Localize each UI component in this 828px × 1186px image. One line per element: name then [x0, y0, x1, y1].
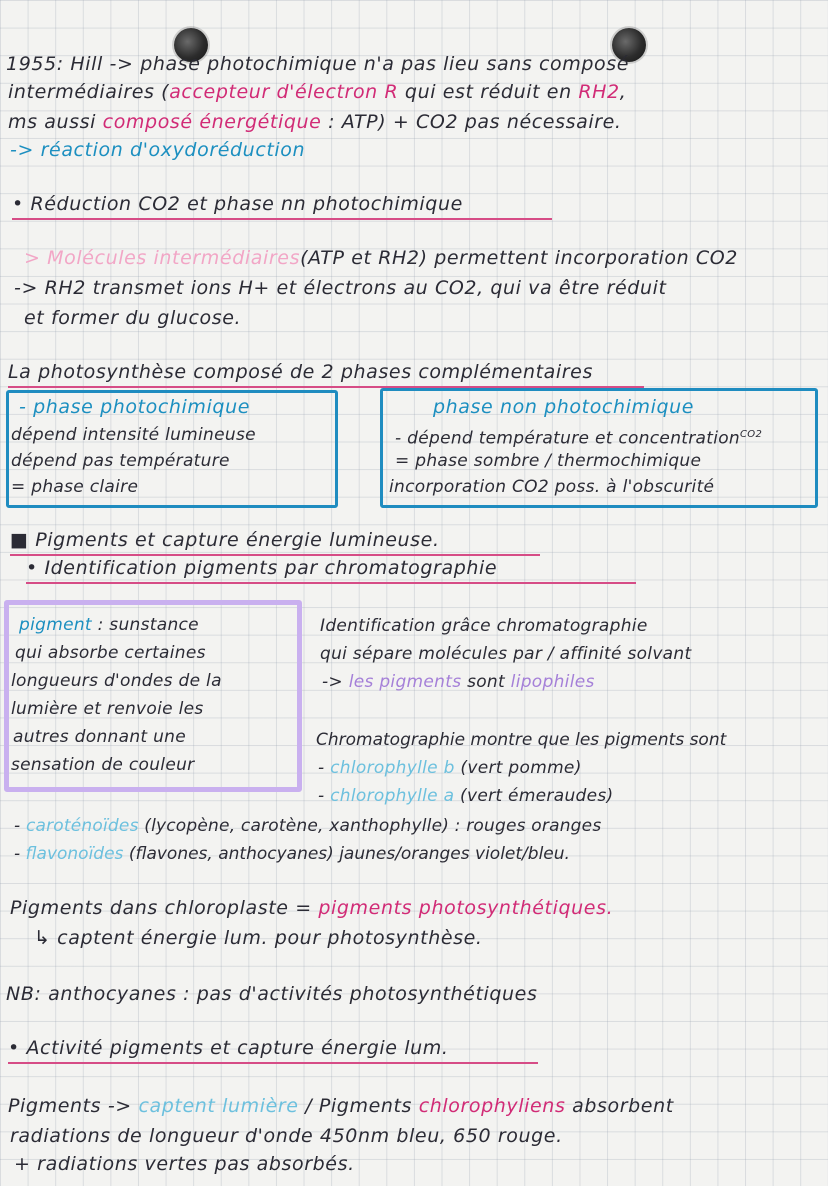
definition-term: pigment	[19, 615, 92, 635]
note-line	[318, 756, 582, 780]
phase-photochimique-box	[6, 390, 338, 508]
note-text: ,	[619, 81, 627, 103]
note-text: / Pigments	[298, 1095, 419, 1117]
note-text: : ATP) + CO2 pas nécessaire.	[321, 111, 622, 133]
highlighted-term: chlorophylle b	[330, 758, 455, 778]
note-text: qui est réduit en	[398, 81, 579, 103]
note-line-title: La photosynthèse composé de 2 phases complémentaires	[8, 361, 593, 383]
note-text: 1955: Hill ->	[6, 53, 141, 75]
note-text: ->	[322, 672, 349, 692]
note-text: absorbent	[565, 1095, 674, 1117]
heading-underline	[26, 582, 636, 584]
definition-box	[4, 600, 302, 792]
definition-line: longueurs d'ondes de la	[11, 671, 222, 691]
note-text: sont	[461, 672, 511, 692]
note-text: (lycopène, carotène, xanthophylle) : rouges oranges	[138, 816, 602, 836]
highlighted-term: lipophiles	[510, 672, 595, 692]
note-line: + radiations vertes pas absorbés.	[14, 1153, 355, 1175]
box-line: dépend intensité lumineuse	[11, 425, 256, 445]
note-line	[10, 896, 613, 920]
note-text: -	[14, 844, 26, 864]
note-text: ms aussi	[8, 111, 103, 133]
note-text: phase photochimique n'a pas lieu sans composé	[140, 53, 630, 75]
note-line: Chromatographie montre que les pigments sont	[316, 730, 727, 750]
note-text: Pigments dans chloroplaste =	[10, 897, 319, 919]
highlighted-term: les pigments	[348, 672, 462, 692]
box-superscript: CO2	[740, 429, 763, 440]
section-heading: ■ Pigments et capture énergie lumineuse.	[10, 529, 440, 551]
note-text: -	[14, 816, 26, 836]
section-heading: • Réduction CO2 et phase nn photochimique	[12, 193, 463, 215]
pigment-list-item	[14, 842, 570, 866]
note-line	[318, 784, 613, 808]
note-text: (ATP et RH2) permettent incorporation CO2	[300, 247, 738, 269]
note-nb: NB: anthocyanes : pas d'activités photosynthétiques	[6, 983, 538, 1005]
definition-line	[19, 613, 199, 637]
note-text: (vert émeraudes)	[454, 786, 614, 806]
note-line	[6, 52, 629, 76]
definition-line: qui absorbe certaines	[15, 643, 206, 663]
note-text: (vert pomme)	[454, 758, 582, 778]
box-line: = phase sombre / thermochimique	[395, 451, 702, 471]
note-line: Identification grâce chromatographie	[320, 616, 648, 636]
box-line: incorporation CO2 poss. à l'obscurité	[389, 477, 715, 497]
note-line: ↳ captent énergie lum. pour photosynthèse.	[34, 927, 483, 949]
heading-underline	[8, 1062, 538, 1064]
box-line: dépend pas température	[11, 451, 230, 471]
note-line	[8, 80, 626, 104]
definition-text: : sunstance	[91, 615, 199, 635]
note-line-conclusion: -> réaction d'oxydoréduction	[10, 139, 306, 161]
note-text: intermédiaires (	[8, 81, 170, 103]
box-line	[395, 423, 762, 451]
box-title: - phase photochimique	[19, 396, 251, 418]
box-title: phase non photochimique	[433, 396, 695, 418]
note-line: qui sépare molécules par / affinité solvant	[320, 644, 692, 664]
highlighted-term: chlorophyliens	[418, 1095, 566, 1117]
highlighted-term: caroténoïdes	[25, 816, 139, 836]
highlighted-term: RH2	[578, 81, 620, 103]
note-line: -> RH2 transmet ions H+ et électrons au CO2, qui va être réduit	[14, 277, 667, 299]
note-line	[322, 670, 595, 694]
pigment-list-item	[14, 814, 601, 838]
note-text: -	[318, 786, 331, 806]
highlighted-term: composé énergétique	[102, 111, 322, 133]
note-line	[8, 110, 622, 134]
definition-line: lumière et renvoie les	[11, 699, 204, 719]
phase-non-photochimique-box	[380, 388, 818, 508]
section-subheading: • Identification pigments par chromatographie	[26, 557, 498, 579]
section-heading: • Activité pigments et capture énergie lum.	[8, 1037, 449, 1059]
box-line: = phase claire	[11, 477, 139, 497]
note-line	[8, 1094, 674, 1118]
note-line	[24, 246, 738, 270]
heading-underline	[12, 218, 552, 220]
note-text: Pigments ->	[8, 1095, 139, 1117]
box-text: - dépend température et concentration	[395, 428, 741, 449]
definition-line: autres donnant une	[13, 727, 186, 747]
highlighted-term: pigments photosynthétiques.	[318, 897, 614, 919]
note-text: -	[318, 758, 331, 778]
highlighted-term: accepteur d'électron R	[169, 81, 399, 103]
note-line: et former du glucose.	[24, 307, 242, 329]
note-line: radiations de longueur d'onde 450nm bleu, 650 rouge.	[10, 1125, 563, 1147]
highlighted-term: chlorophylle a	[330, 786, 455, 806]
highlighted-term: flavonoïdes	[25, 844, 124, 864]
note-text: (flavones, anthocyanes) jaunes/oranges violet/bleu.	[123, 844, 570, 864]
definition-line: sensation de couleur	[11, 755, 195, 775]
highlighted-term: captent lumière	[138, 1095, 299, 1117]
highlighted-term: > Molécules intermédiaires	[24, 247, 301, 269]
